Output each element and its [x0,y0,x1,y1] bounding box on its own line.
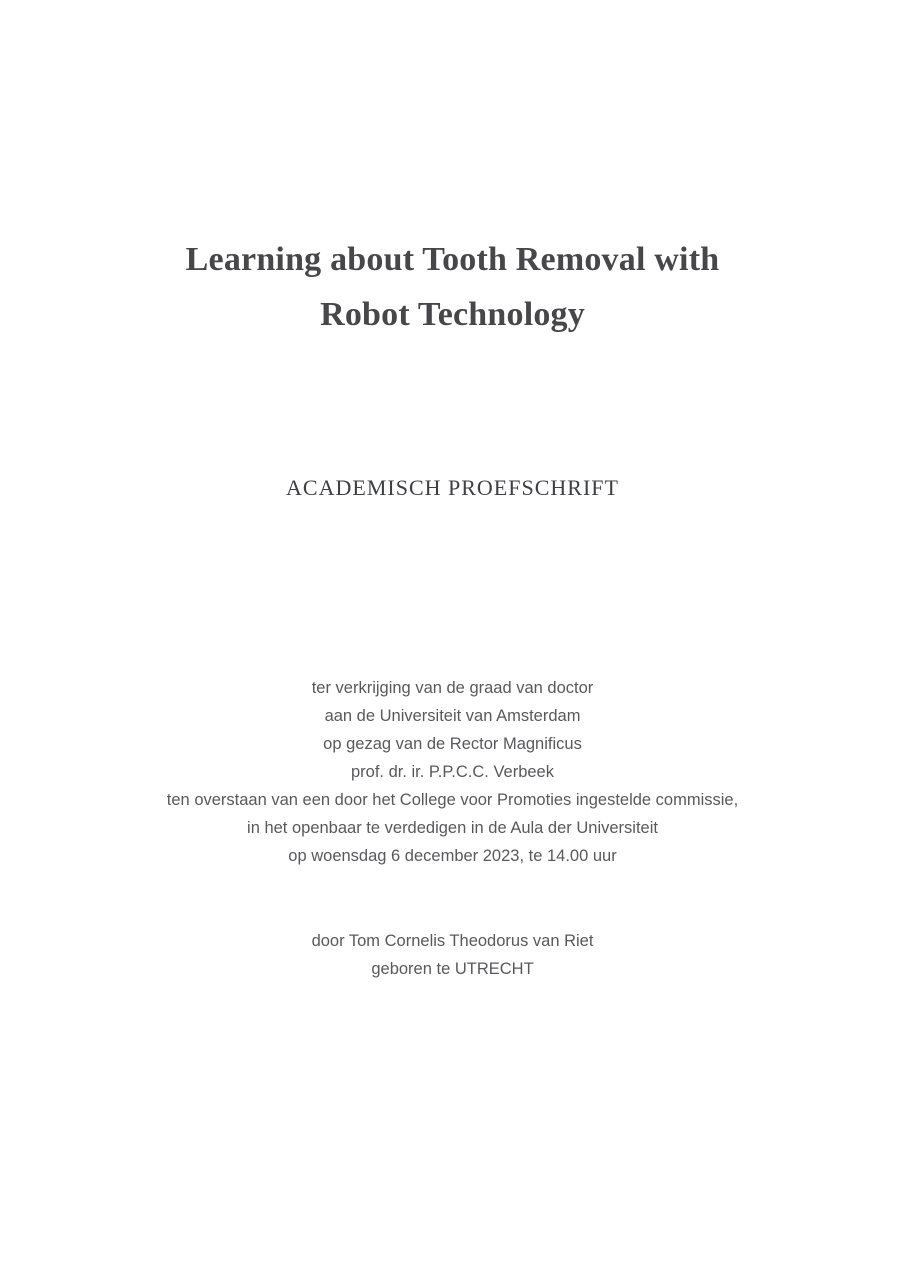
thesis-title-line-1: Learning about Tooth Removal with [185,241,720,278]
thesis-title-line-2: Robot Technology [320,296,585,333]
promotion-line: prof. dr. ir. P.P.C.C. Verbeek [350,763,554,781]
promotion-statement [0,674,905,870]
thesis-type-heading: ACADEMISCH PROEFSCHRIFT [286,475,619,500]
promotion-line: op woensdag 6 december 2023, te 14.00 uur [288,847,617,865]
promotion-line: op gezag van de Rector Magnificus [323,735,582,753]
promotion-line: in het openbaar te verdedigen in de Aula der Universiteit [247,819,658,837]
thesis-title [0,232,905,342]
promotion-line: aan de Universiteit van Amsterdam [324,707,581,725]
author-line: door Tom Cornelis Theodorus van Riet [311,932,594,950]
author-line: geboren te UTRECHT [371,960,534,978]
promotion-line: ten overstaan van een door het College voor Promoties ingestelde commissie, [166,791,739,809]
promotion-line: ter verkrijging van de graad van doctor [311,679,594,697]
author-statement [0,927,905,983]
